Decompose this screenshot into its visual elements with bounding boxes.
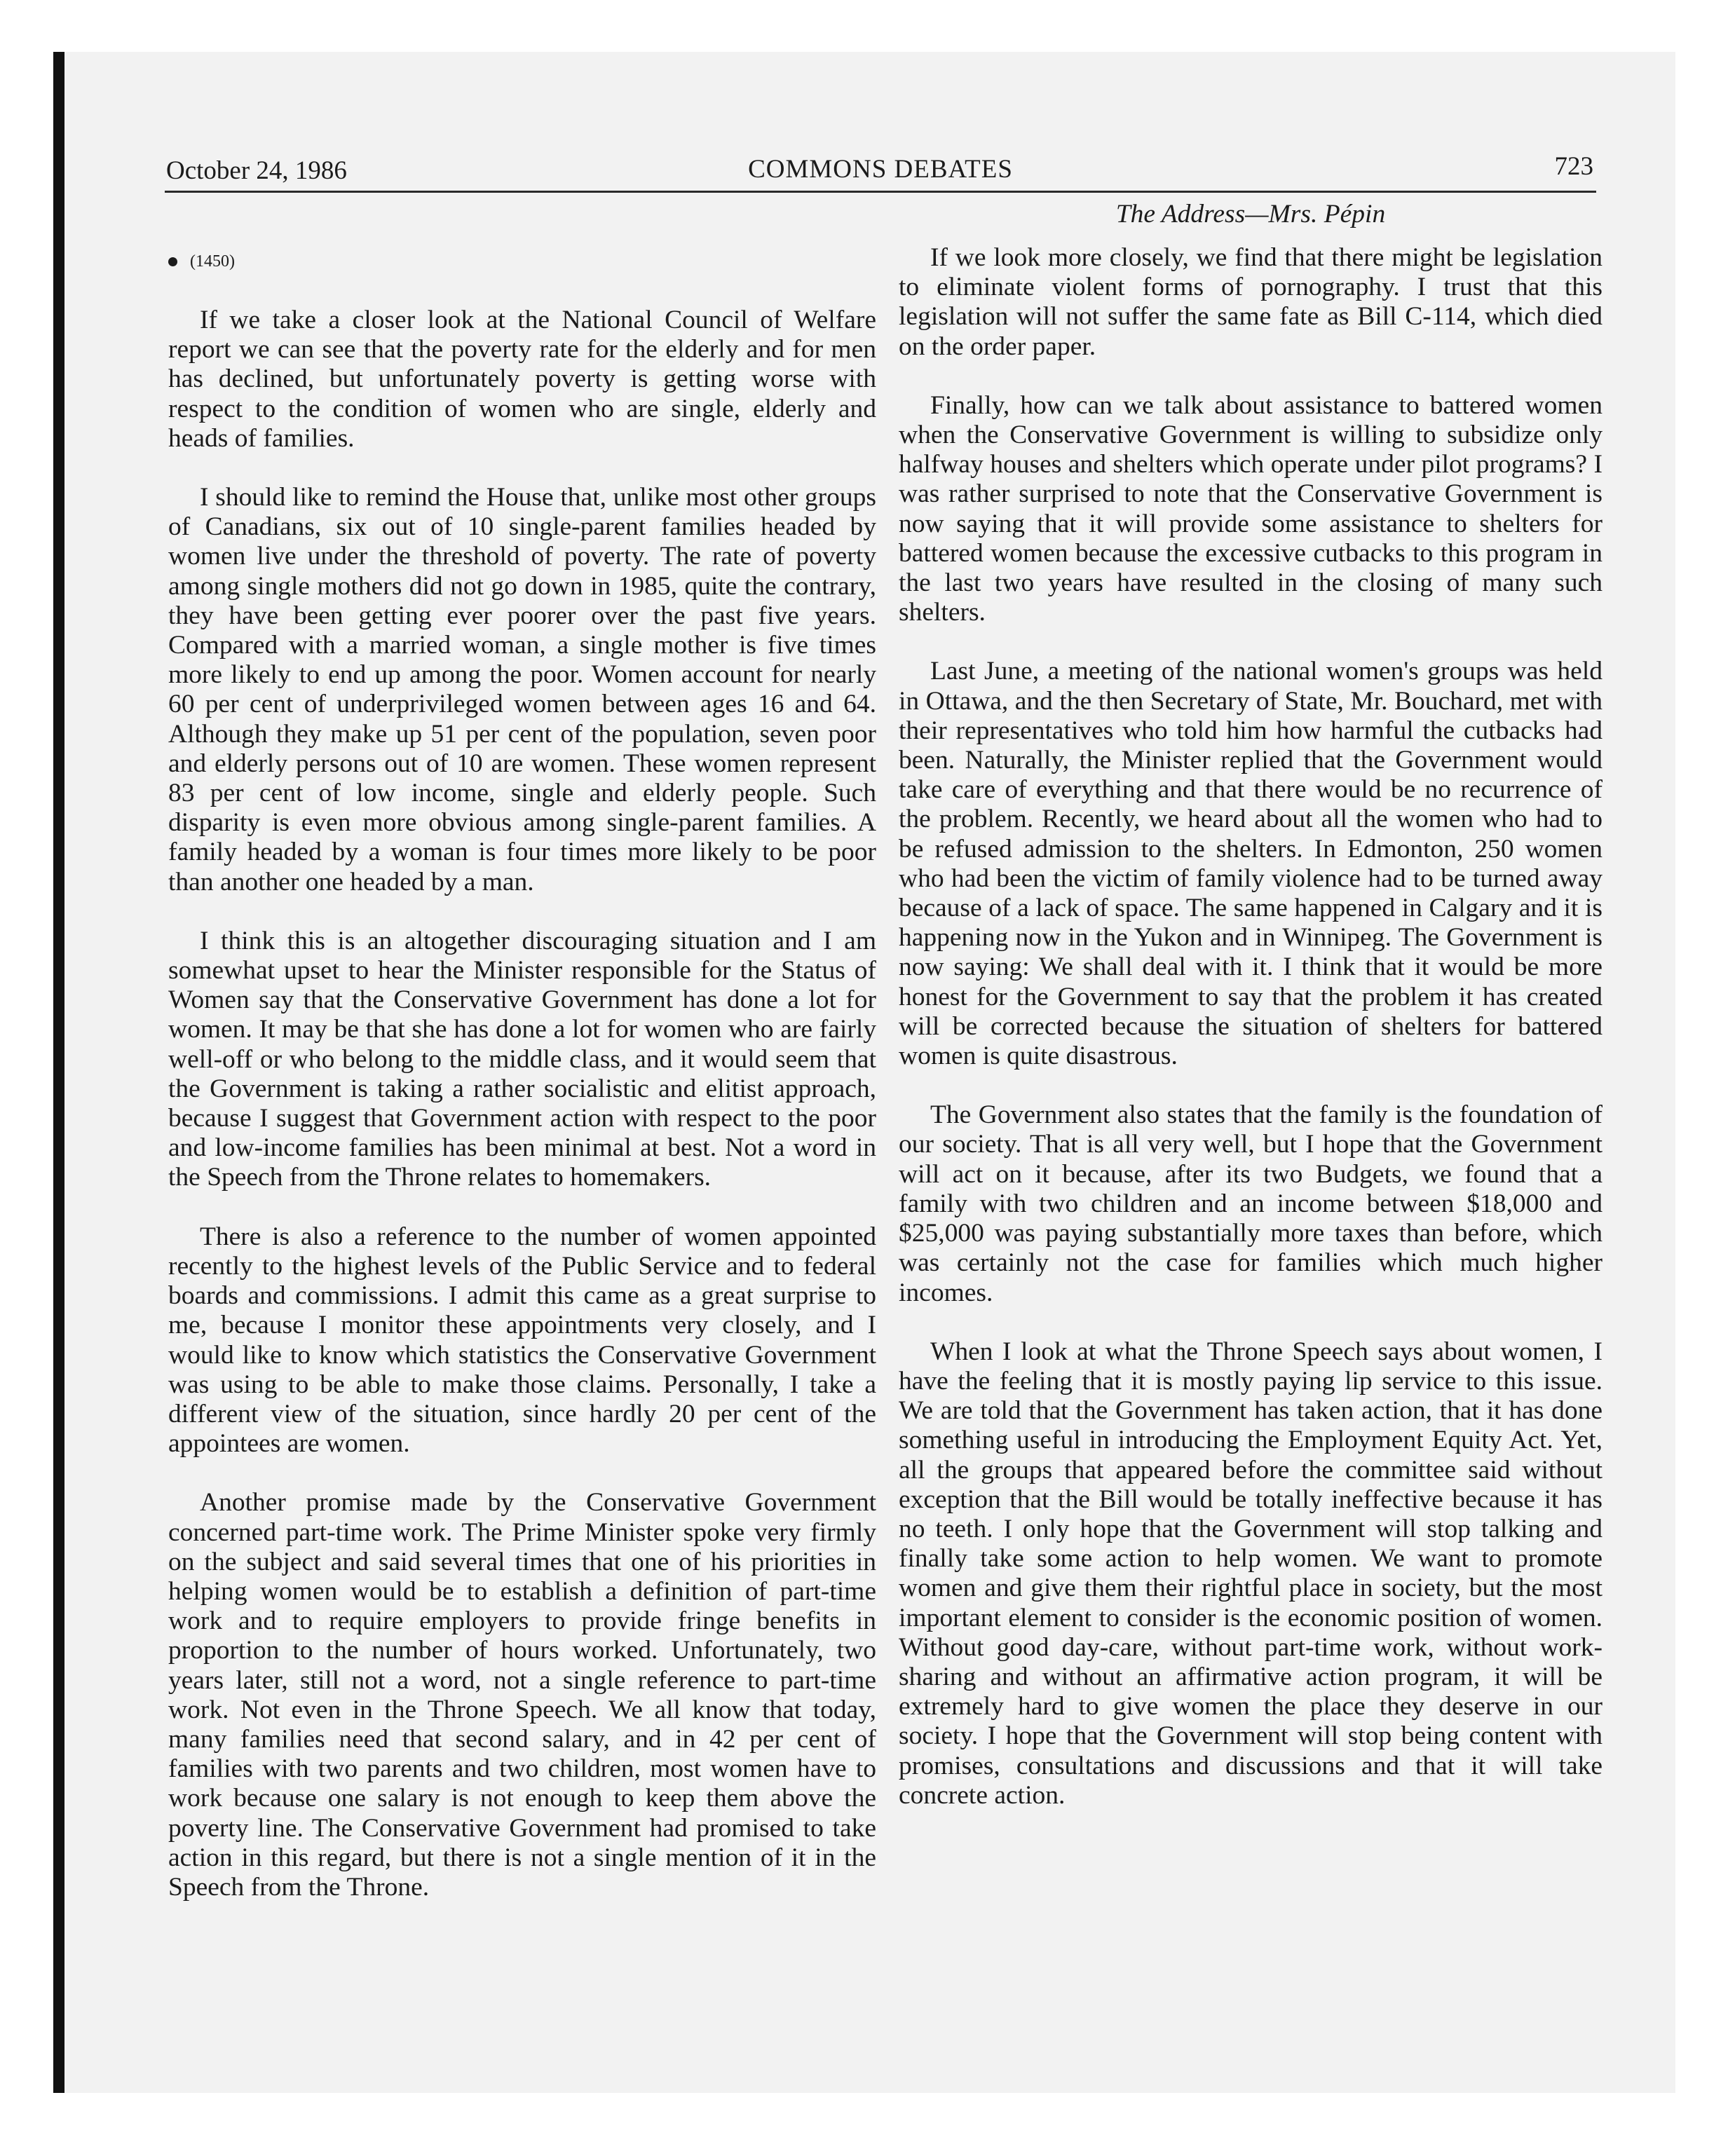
time-marker-text: (1450) [190, 252, 235, 271]
right-column [899, 200, 1603, 1810]
paragraph: I think this is an altogether discouraging situation and I am somewhat upset to hear the Minister responsible for the Status of Women say that the Conservative Government has done a lot for women. It may be that she has done a lot for women who are fairly well-off or who belong to the middle class, and it would seem that the Government is taking a rather socialistic and elitist approach, because I suggest that Government action with respect to the poor and low-income families has been minimal at best. Not a word in the Speech from the Throne relates to homemakers. [168, 926, 876, 1192]
paragraph: The Government also states that the family is the foundation of our society. That is all very well, but I hope that the Government will act on it because, after its two Budgets, we found that a family with two children and an income between $18,000 and $25,000 was paying substantially more taxes than before, which was certainly not the case for families which much higher incomes. [899, 1100, 1603, 1307]
bullet-icon [168, 257, 177, 266]
left-column [168, 247, 876, 1902]
paragraph: If we look more closely, we find that there might be legislation to eliminate violent forms of pornography. I trust that this legislation will not suffer the same fate as Bill C-114, which died on the order paper. [899, 243, 1603, 361]
header-date: October 24, 1986 [166, 156, 347, 185]
paragraph: Another promise made by the Conservative Government concerned part-time work. The Prime Minister spoke very firmly on the subject and said several times that one of his priorities in helping women would be to establish a definition of part-time work and to require employers to provide fringe benefits in proportion to the number of hours worked. Unfortunately, two years later, still not a word, not a single reference to part-time work. Not even in the Throne Speech. We all know that today, many families need that second salary, and in 42 per cent of families with two parents and two children, most women have to work because one salary is not enough to keep them above the poverty line. The Conservative Government had promised to take action in this regard, but there is not a single mention of it in the Speech from the Throne. [168, 1488, 876, 1902]
time-marker [168, 247, 876, 276]
scan-edge-bar [53, 52, 64, 2093]
paragraph: Finally, how can we talk about assistance to battered women when the Conservative Government is willing to subsidize only halfway houses and shelters which operate under pilot programs? I was rather surprised to note that the Conservative Government is now saying that it will provide some assistance to shelters for battered women because the excessive cutbacks to this program in the last two years have resulted in the closing of many such shelters. [899, 390, 1603, 627]
page-header [165, 147, 1596, 193]
paragraph: When I look at what the Throne Speech says about women, I have the feeling that it is mostly paying lip service to this issue. We are told that the Government has taken action, that it has done something useful in introducing the Employment Equity Act. Yet, all the groups that appeared before the committee said without exception that the Bill would be totally ineffective because it has no teeth. I only hope that the Government will stop talking and finally take some action to help women. We want to promote women and give them their rightful place in society, but the most important element to consider is the economic position of women. Without good day-care, without part-time work, without work-sharing and without an affirmative action program, it will be extremely hard to give women the place they deserve in our society. I hope that the Government will stop being content with promises, consultations and discussions and that it will take concrete action. [899, 1337, 1603, 1810]
paragraph: There is also a reference to the number of women appointed recently to the highest levels of the Public Service and to federal boards and commissions. I admit this came as a great surprise to me, because I monitor these appointments very closely, and I would like to know which statistics the Conservative Government was using to be able to make those claims. Personally, I take a different view of the situation, since hardly 20 per cent of the appointees are women. [168, 1222, 876, 1459]
page-number: 723 [1554, 152, 1593, 181]
paragraph: Last June, a meeting of the national women's groups was held in Ottawa, and the then Secretary of State, Mr. Bouchard, met with their representatives who told him how harmful the cutbacks had been. Naturally, the Minister replied that the Government would take care of everything and that there would be no recurrence of the problem. Recently, we heard about all the women who had to be refused admission to the shelters. In Edmonton, 250 women who had been the victim of family violence had to be turned away because of a lack of space. The same happened in Calgary and it is happening now in the Yukon and in Winnipeg. The Government is now saying: We shall deal with it. I think that it would be more honest for the Government to say that the problem it has created will be corrected because the situation of shelters for battered women is quite disastrous. [899, 657, 1603, 1071]
paragraph: I should like to remind the House that, unlike most other groups of Canadians, six out of 10 single-parent families headed by women live under the threshold of poverty. The rate of poverty among single mothers did not go down in 1985, quite the contrary, they have been getting ever poorer over the past five years. Compared with a married woman, a single mother is five times more likely to end up among the poor. Women account for nearly 60 per cent of underprivileged women between ages 16 and 64. Although they make up 51 per cent of the population, seven poor and elderly persons out of 10 are women. These women represent 83 per cent of low income, single and elderly people. Such disparity is even more obvious among single-parent families. A family headed by a woman is four times more likely to be poor than another one headed by a man. [168, 483, 876, 896]
section-title: The Address—Mrs. Pépin [1115, 200, 1386, 228]
paragraph: If we take a closer look at the National Council of Welfare report we can see that the poverty rate for the elderly and for men has declined, but unfortunately poverty is getting worse with respect to the condition of women who are single, elderly and heads of families. [168, 306, 876, 453]
header-title: COMMONS DEBATES [748, 155, 1013, 184]
